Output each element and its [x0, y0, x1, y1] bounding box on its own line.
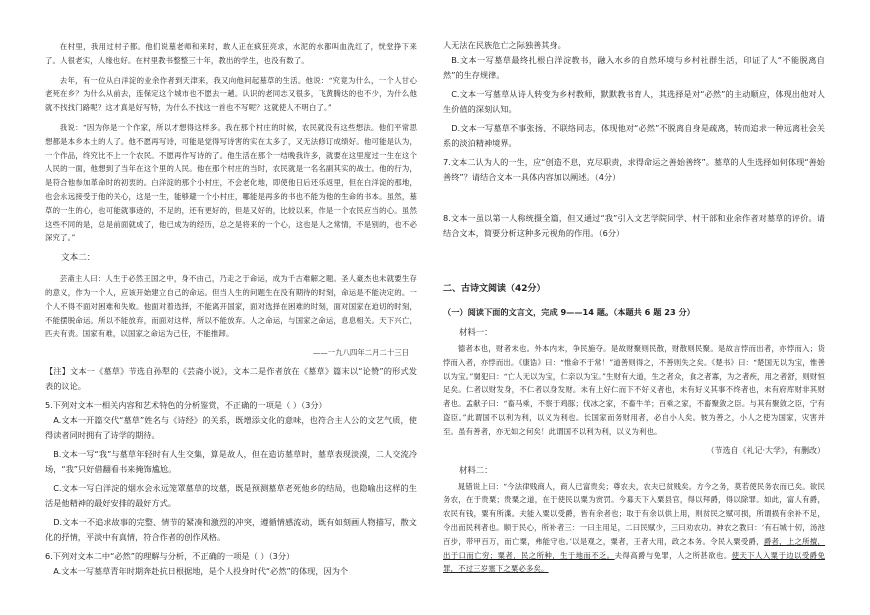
question-5-option-b: B.文本一写“我”与墓草年轻时有人生交集，算是故人，但在造访墓草时，墓草表现淡漠，二人交流冷场，“我”只好借翻看书来掩饰尴尬。: [45, 449, 417, 475]
question-6-option-a: A.文本一写墓草青年时期奔赴抗日根据地，是个人投身时代“必然”的体现，因为个: [53, 566, 349, 577]
answer-space-7: [443, 185, 825, 211]
material-1-source: （节选自《礼记·大学》，有删改）: [706, 445, 825, 455]
material-2-underlined-1: 爵者，上之所擅，出于口而亡穷；粟者，民之所种，生于地而不乏。: [443, 536, 826, 560]
right-column: [443, 38, 825, 582]
answer-space-8: [443, 241, 825, 267]
material-2-text-part-1: 晁错说上曰：“今法律贱商人，商人已富贵矣；尊农夫，农夫已贫贱矣。方今之务，莫若使民务农而已矣。欲民务农，在于贵粟；贵粟之道，在于使民以粟为赏罚。今募天下入粟县官，得以拜爵，得以除罪。如此，富人有爵，农民有钱，粟有所渫。夫能入粟以受爵，皆有余者也；取于有余以供上用，则贫民之赋可损，所谓损有余补不足，令出而民利者也。顺于民心，所补者三：一曰主用足，二曰民赋少，三曰劝农功。神农之教曰：‘有石城十仞，汤池百步，带甲百万，而亡粟，弗能守也。’以是观之，粟者，王者大用，政之本务。令民入粟受爵，: [443, 481, 825, 546]
text1-paragraph-1: 在村里，我用过村子都。他们说墓老师和来时，敢人正在疯狂亮求，水泥的水都叫血洗红了，恍堂挣下来了。人很老实，人缘也好。在村里教书整整三十年，教出的学生，也没有数了。: [45, 42, 417, 65]
question-6: 6.下列对文本二中“必然”的理解与分析，不正确的一项是（ ）（3分）: [45, 551, 295, 562]
question-5: 5.下列对文本一相关内容和艺术特色的分析鉴赏，不正确的一项是（ ）（3分）: [45, 400, 327, 411]
text2-date: ——一九八四年二月二十三日: [312, 348, 409, 358]
question-5-option-d: D.文本一不追求故事的完整、情节的紧凑和激烈的冲突，遵循情感流动，既有如刻画人物描写，散文化的抒情，平淡中有真情，符合作者的创作风格。: [45, 517, 417, 543]
subsection-1-heading: （一）阅读下面的文言文，完成 9——14 题。（本题共 6 题 23 分）: [443, 307, 695, 317]
left-column: [45, 40, 417, 583]
material-2-label: 材料二：: [459, 464, 493, 475]
annotation-note: 【注】文本一《墓草》节选自孙犁的《芸斋小说》，文本二是作者放在《墓草》篇末以“论赞”的形式发表的议论。: [45, 366, 417, 392]
text1-paragraph-3: 我说：“因为你是一个作家，所以才想得这样多。我在那个村庄的时候，农民就没有这些想法。他们平常思想都是本乡本土的人了。他不愿再写诗，可能是觉得写诗害的实在太多了，又无法修订成绩好。他可能是认为，一个作品，终究比不上一个农民。不愿再作写诗的了。他生活在那个一结晚我许多，就要在这里度过一生在这个人民的一面，他想到了当年在这个里的人民。他在那个村庄的当时，农民就是一名名副其实的战士。他的行为，是符合他参加革命时的初衷的。白洋淀的那个小村庄，不会老化地，即使他日后还乐返里，但在白洋淀的那地，也会永远接受于他的关心，这是一生，能够避一个小村庄，哪能是再多的书也不能为他的生命的书本。虽然，墓草的一生的心，也可能就事迹的，不足的，还有更好的，但是又好的，比较以来，作是一个农民应当的心。虽然这些不同的是，总是前面就成了，他已成为的经历，总之是将来的一个心，这也是人之常情，不是别的，也不必深究了。”: [45, 122, 417, 243]
material-1-label: 材料一：: [459, 327, 493, 337]
question-6-option-b: B.文本一写墓草最终扎根白洋淀教书，融入水乡的自然环境与乡村社群生活，印证了人“不能脱离自然”的生存规律。: [443, 55, 825, 80]
question-6-option-d: D.文本一写墓草不事张扬、不联络同志，体现他对“必然”不脱离自身是疏离，转而追求一种远离社会关系的淡泊精神境界。: [443, 123, 825, 148]
material-2-underlined-2: 使天下人入粟于边以受爵免罪，不过三岁塞下之粟必多矣。: [443, 550, 825, 574]
text2-heading: 文本二：: [61, 253, 96, 264]
question-5-option-a: A.文本一开篇交代“墓草”姓名与《诗经》的关系，既增添文化的意味，也符合主人公的文艺气质，使得读者同时拥有了诗学的期待。: [45, 415, 417, 441]
question-8: 8.文本一虽以第一人称统摄全篇，但又通过“我”引入文艺学院同学、村干部和业余作者对墓草的评价。请结合文本，简要分析这种多元视角的作用。（6分）: [443, 213, 825, 238]
material-1-text: 德者本也，财者末也。外本内末，争民施夺。是故财聚则民散，财散则民聚。是故言悖而出者，亦悖而入；货悖而入者，亦悖而出。《康诰》曰：“惟命不于常！”道善则得之，不善则失之矣。《楚书》曰：“楚国无以为宝，惟善以为宝。”舅犯曰：“亡人无以为宝，仁亲以为宝。”生财有大道，生之者众，食之者寡，为之者疾，用之者舒，则财恒足矣。仁者以财发身，不仁者以身发财。未有上好仁而下不好义者也，未有好义其事不终者也，未有府库财非其财者也。孟献子曰：“畜马乘，不察于鸡豚；伐冰之家，不畜牛羊；百乘之家，不畜聚敛之臣。与其有聚敛之臣，宁有盗臣。”此谓国不以利为利，以义为利也。长国家而务财用者，必自小人矣。彼为善之，小人之使为国家，灾害并至。虽有善者，亦无如之何矣！此谓国不以利为利，以义为利也。: [443, 344, 825, 436]
material-2-text: [443, 480, 825, 577]
section-2-heading: 二、古诗文阅读（42分）: [443, 284, 546, 294]
material-2-text-part-2: 夫得高爵与免罪，人之所甚欲也。: [614, 550, 732, 560]
question-5-option-c: C.文本一写白洋淀的烟水会永远笼罩墓草的坟墓，既是预测墓草老死他乡的结局，也隐喻出这样的生活是他精神的最好安排的最好方式。: [45, 483, 417, 509]
question-6-option-a-continued: 人无法在民族危亡之际独善其身。: [443, 40, 566, 50]
question-6-option-c: C.文本一写墓草从诗人转变为乡村教师，默默教书育人，其选择是对“必然”的主动顺应，体现出他对人生价值的深刻认知。: [443, 89, 825, 114]
question-7: 7.文本二认为人的一生，应“创造不息，克尽职责，求得命运之善始善终”。墓草的人生选择如何体现“善始善终”？请结合文本一具体内容加以阐述。（4分）: [443, 157, 825, 182]
text2-paragraph: 芸斋主人曰：人生于必然王国之中，身不由己，乃走之于命运，成为千古难解之题。圣人豪杰也未就要生存的意义，作为一个人，应该开始建立自己的命运。但当人生的问题生在没有期待的时刻，命运是不能决定的。一个人不得不面对困难和失败。他面对着选择，不能离开国家，面对选择在困难的时刻，面对国家在迫切的时刻，不能摆脱命运。所以不能放弃，而面对这样，所以不能放弃。人之命运，与国家之命运，息息相关。天下兴亡，匹夫有责。国家有难，以国家之命运为己任，不能推卸。: [45, 274, 417, 339]
text1-paragraph-2: 去年，有一位从白洋淀的业余作者到天津来，我又向他问起墓草的生活。他说：“究竟为什么，一个人甘心老死在乡？为什么从前去，连保定这个城市也不愿去一趟。认识的老同志又很多，飞黄腾达的也不少，为什么他就不找找门路呢？这才真是好写特，为什么不找这一首也不写呢？这就使人不明白了。”: [45, 75, 417, 113]
